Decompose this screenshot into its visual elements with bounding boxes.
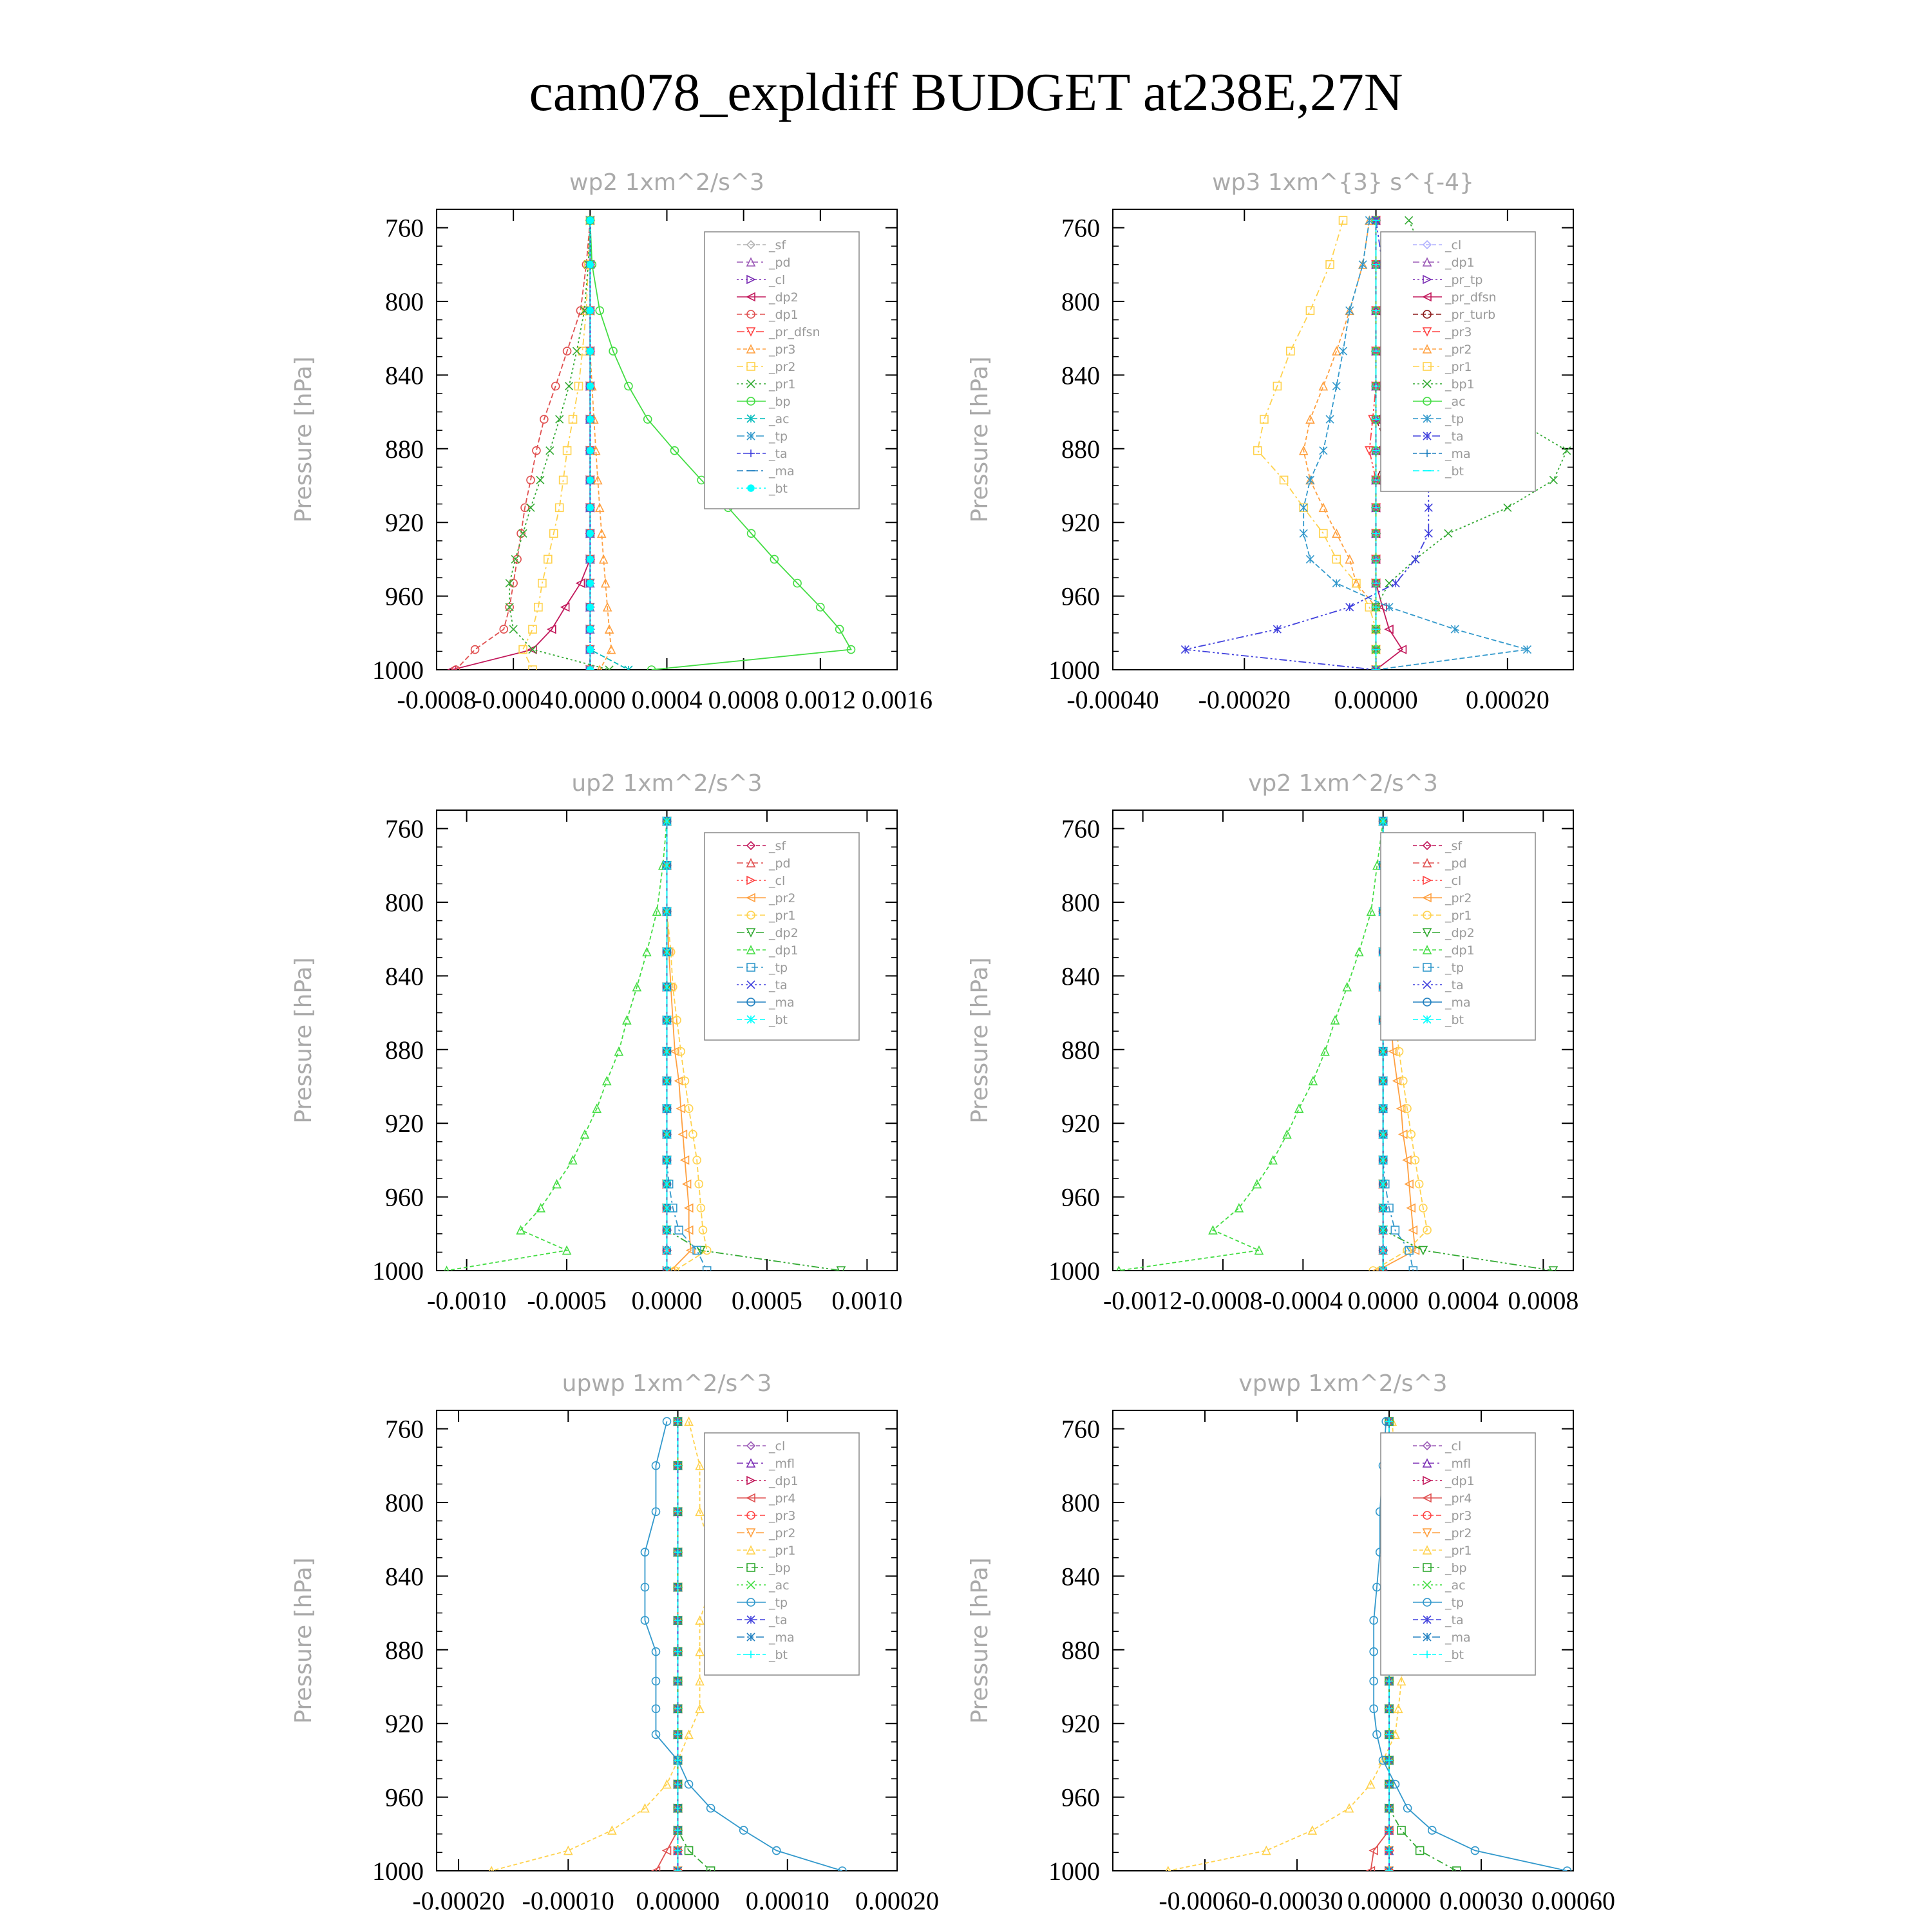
legend-label: _ac	[1445, 395, 1466, 409]
legend-label: _tp	[769, 961, 788, 975]
data-point	[587, 416, 593, 422]
data-point	[1306, 307, 1314, 314]
y-tick-label: 920	[385, 1109, 424, 1139]
legend-label: _dp1	[1445, 256, 1475, 270]
data-point	[556, 415, 564, 423]
legend-label: _cl	[1445, 238, 1462, 252]
panel-title: vp2 1xm^2/s^3	[1248, 770, 1438, 797]
y-tick-label: 920	[1061, 508, 1100, 538]
series-line-pr2	[667, 821, 691, 1271]
data-point	[546, 447, 554, 455]
series-line-dp1	[1119, 821, 1383, 1271]
data-point	[663, 1180, 671, 1188]
legend-label: _ma	[1445, 1631, 1471, 1645]
legend-label: _tp	[1445, 1596, 1464, 1610]
legend-label: _ac	[769, 1578, 790, 1593]
y-tick-label: 1000	[1048, 1857, 1100, 1886]
series-line-pr2	[1303, 220, 1376, 670]
y-tick-label: 800	[1061, 1488, 1100, 1517]
panel-title: vpwp 1xm^2/s^3	[1238, 1370, 1448, 1397]
data-point	[529, 625, 536, 633]
y-tick-label: 880	[1061, 1035, 1100, 1065]
x-tick-label: 0.00020	[1465, 685, 1549, 714]
data-point	[1379, 1077, 1387, 1084]
data-point	[587, 667, 593, 673]
legend-label: _dp1	[769, 1474, 799, 1488]
legend-label: _ta	[769, 1613, 788, 1627]
data-point	[587, 626, 593, 632]
y-tick-label: 800	[385, 1488, 424, 1517]
legend-label: _pr_tp	[1445, 273, 1483, 287]
y-tick-label: 1000	[372, 656, 424, 685]
series-line-pr4	[656, 1421, 677, 1871]
legend-label: _bt	[1445, 464, 1464, 478]
legend-label: _ta	[769, 978, 788, 992]
data-point	[663, 1156, 671, 1164]
legend-label: _cl	[1445, 874, 1462, 888]
y-tick-label: 840	[1061, 961, 1100, 991]
legend-label: _pr1	[1445, 909, 1472, 923]
data-point	[511, 555, 519, 563]
legend-label: _pr4	[769, 1492, 796, 1506]
data-point	[527, 504, 535, 511]
series-line-dp1	[456, 220, 591, 670]
data-point	[560, 476, 567, 484]
y-tick-label: 760	[1061, 213, 1100, 243]
data-point	[471, 646, 479, 654]
legend-label: _pr_dfsn	[769, 325, 820, 339]
legend-label: _pr3	[769, 1509, 796, 1523]
legend-label: _pr2	[769, 1526, 796, 1540]
x-tick-label: -0.0008	[397, 685, 477, 714]
data-point	[587, 556, 593, 562]
y-tick-label: 920	[385, 508, 424, 538]
data-point	[1346, 555, 1354, 563]
data-point	[564, 1847, 572, 1855]
panel-title: upwp 1xm^2/s^3	[562, 1370, 772, 1397]
x-tick-label: -0.00030	[1251, 1886, 1343, 1915]
data-point	[1379, 1104, 1387, 1112]
x-tick-label: -0.0004	[473, 685, 553, 714]
x-tick-label: 0.0012	[784, 685, 856, 714]
data-point	[587, 604, 593, 611]
data-point	[587, 448, 593, 454]
x-tick-label: 0.0008	[708, 685, 779, 714]
legend-label: _cl	[769, 874, 786, 888]
x-tick-label: 0.00010	[745, 1886, 829, 1915]
data-point	[1254, 447, 1262, 455]
data-point	[1385, 580, 1393, 587]
y-tick-label: 800	[385, 287, 424, 316]
legend-label: _pr_dfsn	[1445, 290, 1497, 305]
data-point	[1340, 347, 1347, 355]
data-point	[1405, 216, 1413, 224]
series-line-pr2	[523, 220, 590, 670]
x-tick-label: 0.00060	[1531, 1886, 1615, 1915]
series-line-pr1	[509, 220, 609, 670]
data-point	[587, 647, 593, 653]
y-tick-label: 880	[1061, 1635, 1100, 1665]
y-tick-label: 1000	[1048, 1256, 1100, 1285]
data-point	[1295, 1104, 1303, 1112]
x-tick-label: 0.0010	[831, 1286, 903, 1315]
data-point	[1300, 529, 1307, 537]
y-axis-title: Pressure [hPa]	[290, 957, 317, 1124]
legend-label: _bt	[769, 482, 788, 496]
data-point	[663, 1204, 671, 1212]
y-tick-label: 760	[1061, 1414, 1100, 1444]
legend-label: _pd	[1445, 857, 1467, 871]
panel-3	[290, 770, 902, 1315]
legend	[1381, 1433, 1535, 1675]
data-point	[663, 1104, 671, 1112]
x-tick-label: -0.0005	[527, 1286, 607, 1315]
data-point	[506, 580, 513, 587]
data-point	[1563, 447, 1571, 455]
x-tick-label: 0.0016	[862, 685, 933, 714]
data-point	[1326, 415, 1334, 423]
legend-label: _pr2	[1445, 891, 1472, 905]
series-line-pr1	[1168, 1421, 1405, 1871]
data-point	[569, 1156, 576, 1164]
x-tick-label: 0.0000	[1347, 1286, 1419, 1315]
legend-label: _mfl	[1445, 1457, 1471, 1471]
data-point	[1379, 1204, 1387, 1212]
x-tick-label: -0.00020	[412, 1886, 505, 1915]
x-tick-label: 0.0005	[731, 1286, 802, 1315]
legend-label: _mfl	[769, 1457, 795, 1471]
data-point	[1332, 383, 1340, 390]
data-point	[506, 603, 513, 611]
y-tick-label: 840	[385, 961, 424, 991]
legend-label: _cl	[1445, 1439, 1462, 1454]
panel-title: wp3 1xm^{3} s^{-4}	[1212, 169, 1474, 196]
y-tick-label: 800	[1061, 888, 1100, 917]
series-line-dp2	[452, 220, 591, 670]
series-line-dp1	[447, 821, 667, 1271]
y-tick-label: 800	[1061, 287, 1100, 316]
legend-label: _ta	[769, 447, 788, 461]
y-tick-label: 920	[1061, 1109, 1100, 1139]
legend-label: _pr2	[1445, 343, 1472, 357]
y-tick-label: 880	[385, 434, 424, 464]
legend-label: _bp	[769, 395, 791, 409]
x-tick-label: 0.0008	[1508, 1286, 1579, 1315]
legend-label: _pr1	[769, 377, 796, 392]
legend-label: _cl	[769, 273, 786, 287]
y-tick-label: 920	[1061, 1709, 1100, 1739]
legend-label: _ma	[769, 464, 795, 478]
x-tick-label: -0.0008	[1183, 1286, 1263, 1315]
legend-label: _ta	[1445, 430, 1464, 444]
legend-label: _ac	[1445, 1578, 1466, 1593]
x-tick-label: 0.0000	[554, 685, 626, 714]
legend-label: _tp	[1445, 961, 1464, 975]
data-point	[1355, 948, 1363, 956]
legend-label: _dp1	[769, 308, 799, 322]
legend-label: _ac	[769, 412, 790, 426]
y-tick-label: 760	[385, 213, 424, 243]
y-axis-title: Pressure [hPa]	[290, 1557, 317, 1724]
x-tick-label: 0.00020	[855, 1886, 939, 1915]
x-tick-label: 0.0004	[631, 685, 703, 714]
data-point	[1379, 1180, 1387, 1188]
legend-label: _pr1	[1445, 360, 1472, 374]
y-axis-title: Pressure [hPa]	[967, 1557, 993, 1724]
x-tick-label: 0.0000	[631, 1286, 703, 1315]
legend-label: _bp	[1445, 1561, 1467, 1575]
legend-label: _bt	[1445, 1648, 1464, 1662]
x-tick-label: -0.0004	[1263, 1286, 1343, 1315]
data-point	[1379, 1048, 1387, 1056]
data-point	[587, 348, 593, 354]
legend-label: _pr3	[1445, 1509, 1472, 1523]
legend-label: _ma	[769, 996, 795, 1010]
legend-label: _pr_turb	[1445, 308, 1496, 322]
data-point	[587, 504, 593, 511]
legend-label: _pd	[769, 857, 791, 871]
y-tick-label: 960	[385, 1783, 424, 1812]
legend-label: _ma	[769, 1631, 795, 1645]
y-tick-label: 760	[385, 814, 424, 844]
data-point	[1269, 1156, 1277, 1164]
figure-title: cam078_expldiff BUDGET at238E,27N	[529, 62, 1403, 122]
legend-label: _pr1	[1445, 1544, 1472, 1558]
data-point	[663, 907, 671, 915]
y-axis-title: Pressure [hPa]	[967, 957, 993, 1124]
legend-label: _bp	[769, 1561, 791, 1575]
x-tick-label: -0.0010	[426, 1286, 507, 1315]
y-tick-label: 880	[385, 1635, 424, 1665]
panel-title: wp2 1xm^2/s^3	[569, 169, 764, 196]
data-point	[1306, 555, 1314, 563]
x-tick-label: -0.00040	[1066, 685, 1159, 714]
x-tick-label: -0.00020	[1198, 685, 1291, 714]
data-point	[1306, 476, 1314, 484]
data-point	[1346, 307, 1354, 314]
legend-label: _pr4	[1445, 1492, 1472, 1506]
data-point	[663, 862, 671, 869]
y-tick-label: 960	[385, 582, 424, 611]
legend-label: _ta	[1445, 978, 1464, 992]
y-tick-label: 1000	[1048, 656, 1100, 685]
legend-label: _sf	[769, 839, 786, 853]
data-point	[1425, 529, 1432, 537]
data-point	[587, 307, 593, 314]
data-point	[1309, 1077, 1317, 1084]
data-point	[1300, 504, 1307, 511]
legend	[705, 1433, 859, 1675]
legend-marker	[748, 485, 754, 491]
series-line-pr1	[667, 821, 707, 1271]
panel-title: up2 1xm^2/s^3	[571, 770, 762, 797]
data-point	[663, 983, 671, 991]
y-tick-label: 760	[1061, 814, 1100, 844]
data-point	[519, 529, 527, 537]
data-point	[587, 261, 593, 268]
data-point	[1332, 347, 1340, 355]
y-tick-label: 920	[385, 1709, 424, 1739]
x-tick-label: 0.00000	[1334, 685, 1418, 714]
data-point	[663, 1077, 671, 1084]
data-point	[1379, 817, 1387, 825]
legend	[705, 833, 859, 1040]
data-point	[1273, 625, 1281, 633]
data-point	[587, 580, 593, 587]
data-point	[1320, 447, 1327, 455]
legend-label: _bt	[769, 1013, 788, 1027]
legend-label: _tp	[769, 430, 788, 444]
data-point	[685, 1730, 693, 1738]
data-point	[663, 1226, 671, 1234]
legend-label: _bp1	[1445, 377, 1475, 392]
data-point	[1425, 504, 1432, 511]
data-point	[536, 476, 544, 484]
series-line-tp	[667, 821, 707, 1271]
data-point	[1379, 1130, 1387, 1138]
legend-label: _sf	[1445, 839, 1463, 853]
y-tick-label: 960	[1061, 582, 1100, 611]
legend-label: _dp1	[1445, 1474, 1475, 1488]
data-point	[663, 1247, 671, 1255]
y-tick-label: 880	[1061, 434, 1100, 464]
panel-1	[290, 169, 933, 714]
y-tick-label: 1000	[372, 1256, 424, 1285]
y-tick-label: 960	[1061, 1783, 1100, 1812]
data-point	[1549, 476, 1557, 484]
legend-label: _dp2	[1445, 926, 1475, 940]
y-tick-label: 840	[1061, 361, 1100, 390]
legend-label: _ma	[1445, 996, 1471, 1010]
x-tick-label: -0.00060	[1159, 1886, 1251, 1915]
data-point	[564, 447, 571, 455]
y-axis-title: Pressure [hPa]	[967, 356, 993, 523]
y-tick-label: 840	[385, 1562, 424, 1591]
panel-5	[290, 1370, 939, 1915]
data-point	[573, 347, 580, 355]
legend-label: _ma	[1445, 447, 1471, 461]
data-point	[587, 217, 593, 223]
legend-label: _pr2	[769, 891, 796, 905]
legend-label: _pr1	[769, 1544, 796, 1558]
data-point	[1359, 261, 1367, 269]
data-point	[1444, 529, 1452, 537]
legend-label: _pr3	[769, 343, 796, 357]
legend-label: _pd	[769, 256, 791, 270]
legend	[1381, 833, 1535, 1040]
legend-label: _pr2	[769, 360, 796, 374]
x-tick-label: -0.0012	[1103, 1286, 1183, 1315]
data-point	[663, 1048, 671, 1056]
legend-label: _ta	[1445, 1613, 1464, 1627]
data-point	[1332, 580, 1340, 587]
legend-label: _tp	[1445, 412, 1464, 426]
data-point	[1260, 415, 1268, 423]
data-point	[623, 1016, 630, 1024]
data-point	[1392, 580, 1399, 587]
y-tick-label: 880	[385, 1035, 424, 1065]
data-point	[663, 817, 671, 825]
panel-6	[967, 1370, 1615, 1915]
legend-label: _dp1	[1445, 943, 1475, 958]
data-point	[1287, 347, 1294, 355]
legend-label: _dp1	[769, 943, 799, 958]
data-point	[1320, 383, 1327, 390]
data-point	[1379, 1247, 1387, 1255]
data-point	[565, 383, 573, 390]
data-point	[1379, 1156, 1387, 1164]
data-point	[615, 1048, 623, 1056]
x-tick-label: 0.00000	[636, 1886, 720, 1915]
data-point	[587, 530, 593, 536]
data-point	[1379, 1226, 1387, 1234]
x-tick-label: 0.00030	[1439, 1886, 1523, 1915]
data-point	[1504, 504, 1511, 511]
data-point	[587, 477, 593, 483]
data-point	[1320, 504, 1327, 511]
y-tick-label: 800	[385, 888, 424, 917]
legend	[705, 232, 859, 509]
data-point	[509, 625, 517, 633]
panel-2	[967, 169, 1573, 714]
legend-label: _pr2	[1445, 1526, 1472, 1540]
data-point	[587, 383, 593, 390]
legend-label: _pr1	[769, 909, 796, 923]
panel-4	[967, 770, 1578, 1315]
series-line-pr3	[590, 220, 611, 670]
y-tick-label: 760	[385, 1414, 424, 1444]
legend-label: _bt	[769, 1648, 788, 1662]
y-tick-label: 1000	[372, 1857, 424, 1886]
legend-label: _pr3	[1445, 325, 1472, 339]
x-tick-label: 0.00000	[1347, 1886, 1431, 1915]
y-tick-label: 960	[1061, 1182, 1100, 1212]
y-tick-label: 960	[385, 1182, 424, 1212]
y-axis-title: Pressure [hPa]	[290, 356, 317, 523]
legend-label: _sf	[769, 238, 786, 252]
data-point	[1412, 555, 1419, 563]
y-tick-label: 840	[385, 361, 424, 390]
x-tick-label: -0.00010	[522, 1886, 614, 1915]
x-tick-label: 0.0004	[1428, 1286, 1499, 1315]
legend-label: _tp	[769, 1596, 788, 1610]
data-point	[529, 646, 536, 654]
legend	[1381, 232, 1535, 491]
legend-label: _dp2	[769, 926, 799, 940]
y-tick-label: 840	[1061, 1562, 1100, 1591]
data-point	[1331, 1016, 1339, 1024]
data-point	[663, 1130, 671, 1138]
legend-label: _cl	[769, 1439, 786, 1454]
data-point	[1346, 603, 1354, 611]
data-point	[1451, 625, 1459, 633]
legend-label: _bt	[1445, 1013, 1464, 1027]
legend-label: _dp2	[769, 290, 799, 305]
